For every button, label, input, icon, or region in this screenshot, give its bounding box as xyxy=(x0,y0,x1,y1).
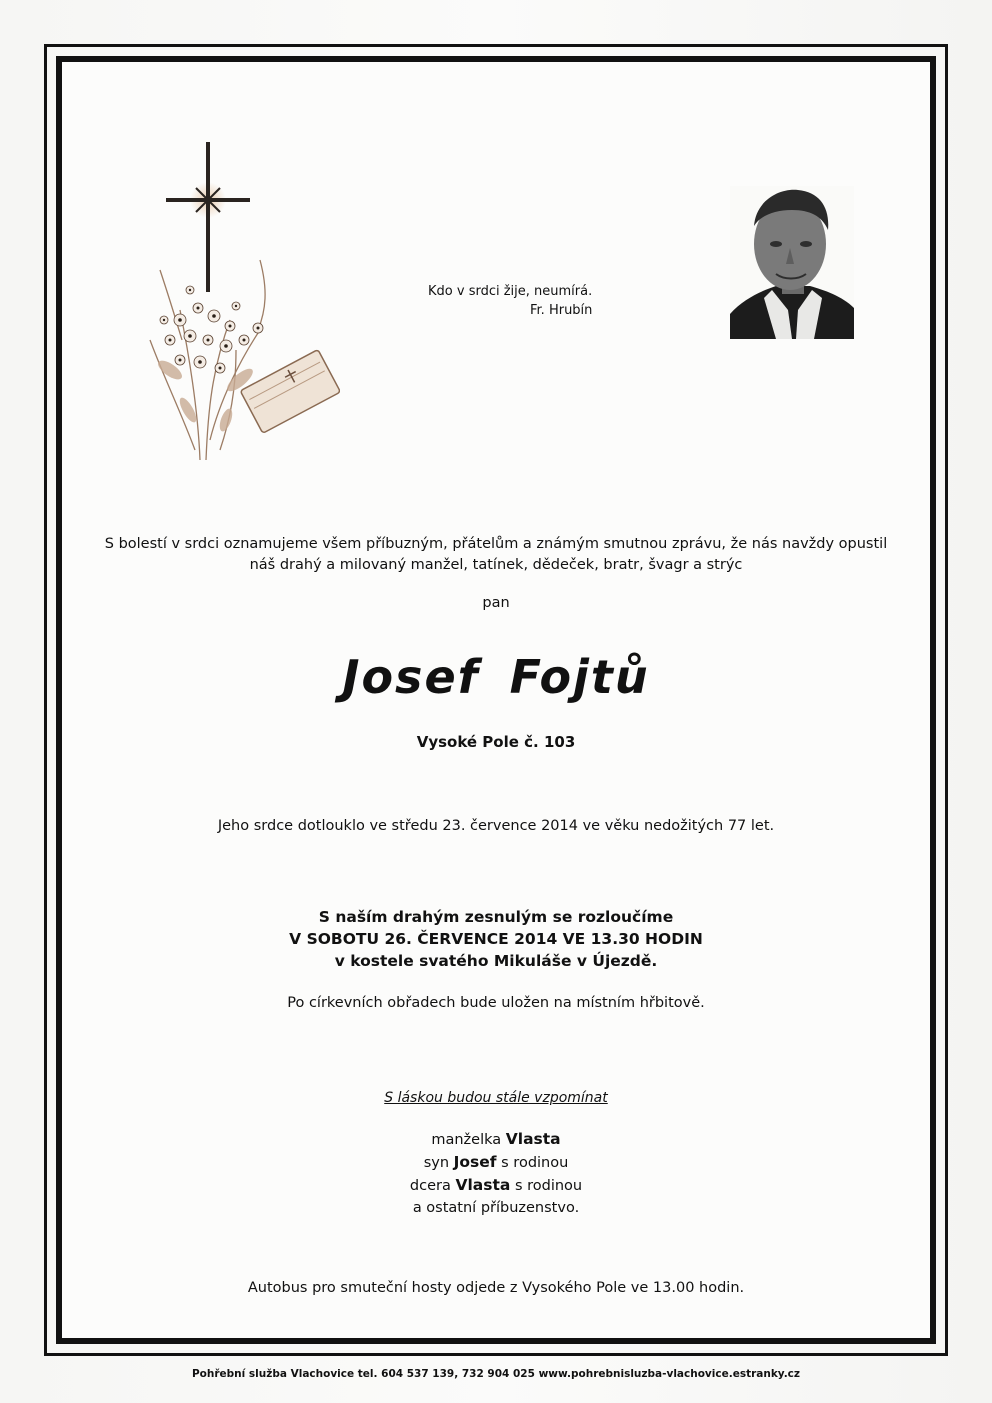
mourner-name: Vlasta xyxy=(505,1130,561,1148)
burial-notice: Po církevních obřadech bude uložen na místním hřbitově. xyxy=(287,995,705,1011)
mourner-suffix: s rodinou xyxy=(501,1155,569,1171)
farewell-line-1: S naším drahým zesnulým se rozloučíme xyxy=(318,908,674,926)
portrait-photo xyxy=(730,186,854,339)
mourner-row xyxy=(60,1128,932,1151)
motto-author: Fr. Hrubín xyxy=(530,303,593,318)
mourner-name: Josef xyxy=(453,1153,497,1171)
mourner-row xyxy=(60,1151,932,1174)
mourner-row xyxy=(60,1174,932,1197)
mourner-prefix: dcera xyxy=(409,1178,451,1194)
mourner-prefix: a ostatní příbuzenstvo. xyxy=(412,1200,580,1216)
deceased-name: Josef Fojtů xyxy=(342,650,650,704)
mourner-prefix: syn xyxy=(423,1155,450,1171)
motto xyxy=(428,282,592,320)
deceased-address: Vysoké Pole č. 103 xyxy=(416,733,576,751)
death-notice: Jeho srdce dotlouklo ve středu 23. července 2014 ve věku nedožitých 77 let. xyxy=(217,818,775,834)
bus-notice: Autobus pro smuteční hosty odjede z Vysokého Pole ve 13.00 hodin. xyxy=(247,1280,745,1296)
mourner-suffix: s rodinou xyxy=(514,1178,583,1194)
mourners-list xyxy=(60,1128,932,1219)
motto-quote: Kdo v srdci žije, neumírá. xyxy=(428,284,593,299)
mourner-name: Vlasta xyxy=(455,1176,511,1194)
announcement-intro xyxy=(60,534,932,576)
farewell-line-3: v kostele svatého Mikuláše v Újezdě. xyxy=(334,952,658,970)
farewell-block xyxy=(60,906,932,972)
farewell-line-2: V SOBOTU 26. ČERVENCE 2014 VE 13.30 HODIN xyxy=(289,930,703,948)
mourner-row xyxy=(60,1197,932,1219)
mourner-prefix: manželka xyxy=(431,1132,502,1148)
intro-line-2: náš drahý a milovaný manžel, tatínek, dědeček, bratr, švagr a strýc xyxy=(249,557,743,573)
memory-heading: S láskou budou stále vzpomínat xyxy=(384,1090,608,1106)
cross-flowers-icon xyxy=(140,140,340,470)
intro-line-1: S bolestí v srdci oznamujeme všem příbuzným, přátelům a známým smutnou zprávu, že nás navždy opustil xyxy=(104,536,888,552)
salutation: pan xyxy=(482,595,510,611)
funeral-service-footer: Pohřební služba Vlachovice tel. 604 537 139, 732 904 025 www.pohrebnisluzba-vlachovice.estranky.cz xyxy=(191,1368,801,1380)
